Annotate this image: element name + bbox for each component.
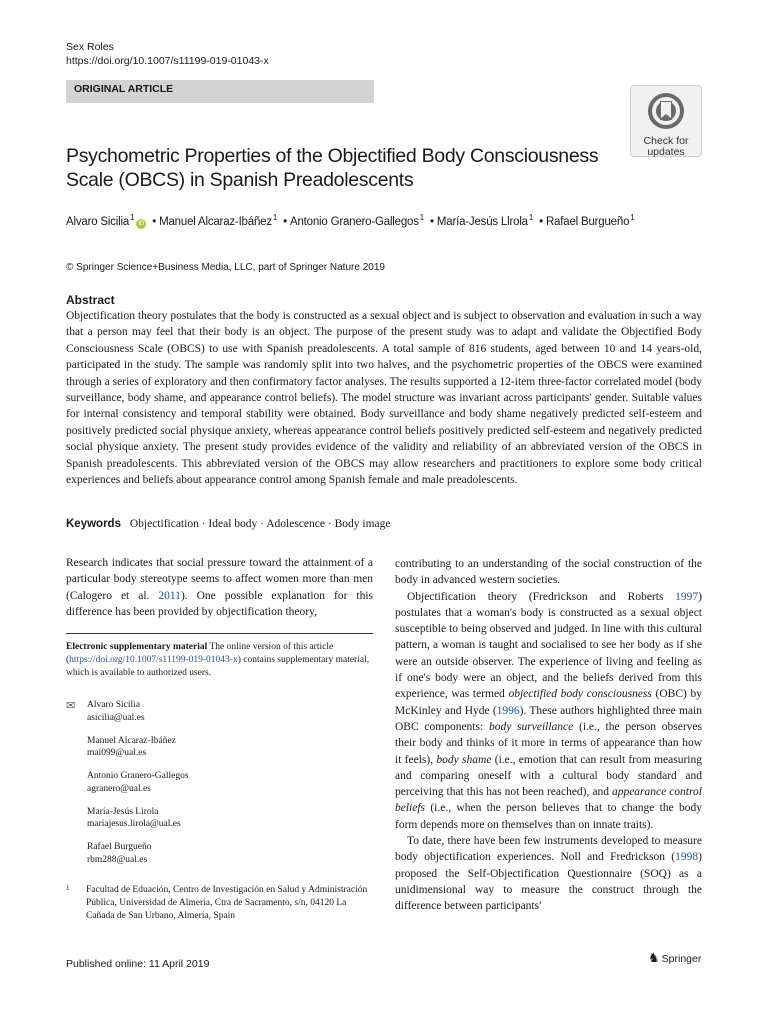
affiliation-text: Facultad de Eduación, Centro de Investigación en Salud y Administración Pública, Universidad de Almería, Ctra de Sacramento, s/n, 04120 La Cañada de San Urbano, Almería, Spain: [86, 885, 368, 921]
affiliation-number: 1: [66, 884, 70, 892]
body-paragraph: [395, 589, 702, 833]
citation-link[interactable]: 2011: [158, 589, 181, 602]
contact-name: Alvaro Sicilia: [87, 700, 141, 710]
esm-link[interactable]: https://doi.org/10.1007/s11199-019-01043-x: [69, 655, 238, 665]
copyright-icon: ©: [66, 262, 74, 273]
citation-link[interactable]: 1996: [496, 704, 520, 717]
body-text: (i.e., emotion that can result from measuring and comparing oneself with a cultural body standard and perceiving that this has not been reached), and: [395, 753, 702, 799]
body-text: ) postulates that a woman's body is constructed as a sexual object susceptible to being observed and judged. In line with this cultural pattern, a woman is taught and socialised to see her body as if she were an outside observer. The experience of living and feeling as if one's body were an object, and the beliefs derived from this experience, was termed: [395, 590, 702, 701]
body-text: ). These authors highlighted three main OBC components:: [395, 704, 702, 733]
supplementary-material-note: [66, 641, 373, 680]
author-list: [66, 210, 716, 230]
body-paragraph: contributing to an understanding of the social construction of the body in advanced western societies.: [395, 558, 702, 587]
author-name[interactable]: Rafael Burgueño: [545, 215, 630, 228]
author-name[interactable]: María-Jesús Llrola: [436, 215, 528, 228]
body-text: Objectification theory (Fredrickson and Roberts: [407, 590, 676, 603]
journal-name: Sex Roles: [66, 41, 114, 53]
author-separator: •: [152, 215, 157, 228]
contact-list: [66, 699, 366, 877]
keyword: Objectification: [129, 518, 199, 530]
article-type-banner: ORIGINAL ARTICLE: [66, 80, 374, 103]
contact-name: Rafael Burgueño: [87, 842, 152, 852]
author-separator: •: [430, 215, 434, 228]
check-updates-line2: updates: [647, 146, 685, 158]
citation-link[interactable]: 1997: [675, 590, 699, 603]
author-name[interactable]: Alvaro Sicilia: [66, 215, 130, 228]
keywords-label: Keywords: [66, 518, 121, 530]
contact-email[interactable]: rbm288@ual.es: [87, 854, 148, 865]
orcid-icon[interactable]: iD: [136, 219, 146, 229]
contact-entry: [66, 806, 366, 831]
affiliation-marker: 1: [130, 213, 135, 222]
contact-entry: [66, 841, 366, 866]
body-paragraph: [66, 555, 373, 620]
published-date: Published online: 11 April 2019: [66, 958, 210, 970]
publisher-name: Springer: [661, 953, 702, 965]
esm-text: ) contains supplementary material, which is available to authorized users.: [66, 655, 370, 678]
affiliation-marker: 1: [630, 213, 635, 222]
check-updates-line1: Check for: [643, 135, 689, 147]
body-text: ). One possible explanation for this difference has been provided by objectification theory,: [66, 589, 373, 618]
body-text: Research indicates that social pressure toward the attainment of a particular body stereotype seems to affect women more than men (Calogero et al.: [66, 557, 373, 602]
body-text: (i.e., the person observes their body and thinks of it more in terms of appearance than how it feels),: [395, 720, 703, 766]
contact-name: Antonio Granero-Gallegos: [87, 771, 189, 781]
contact-email[interactable]: mai099@ual.es: [87, 748, 147, 758]
author-name[interactable]: Manuel Alcaraz-Ibáñez: [159, 215, 272, 228]
contact-email[interactable]: agranero@ual.es: [87, 783, 151, 794]
author-separator: •: [283, 215, 287, 228]
keyword: Adolescence: [266, 518, 325, 530]
keywords-line: Keywords Objectification · Ideal body · Adolescence · Body image: [66, 518, 391, 530]
abstract-heading: Abstract: [66, 293, 115, 307]
journal-header: [66, 40, 269, 68]
affiliation-marker: 1: [272, 213, 278, 222]
abstract-text: Objectification theory postulates that the body is constructed as a sexual object and is subject to observation and evaluation in such a way that a person may feel that their body is an object. The purpose of the present study was to adapt and validate the Objectified Body Consciousness Scale (OBCS) to use with Spanish preadolescents. A total sample of 816 students, aged between 10 and 14 years-old, participated in the study. The sample was randomly split into two halves, and the psychometric properties of the OBCS were examined through a series of exploratory and then confirmatory factor analyses. The results supported a 12-item three-factor correlated model (body surveillance, body shame, and appearance control beliefs). The model structure was invariant across participants' gender. Suitable values for internal consistency and temporal stability were obtained. Body surveillance and body shame negatively predicted self-esteem and positively predicted social physique anxiety, whereas appearance control beliefs positively predicted self-esteem and negatively predicted social physique anxiety. The present study provides evidence of the validity and reliability of an abbreviated version of the OBCS in Spanish preadolescents. This abbreviated version of the OBCS may allow researchers and practitioners to explore some body critical experiences and beliefs about appearance control among Spanish female and male preadolescents.: [66, 310, 702, 487]
body-text: (i.e., when the person believes that to change the body form depends more on themselves than on innate traits).: [395, 802, 702, 831]
article-title: Psychometric Properties of the Objectified Body Consciousness Scale (OBCS) in Spanish Preadolescents: [66, 145, 599, 191]
right-column: [395, 556, 702, 915]
body-paragraph: [395, 833, 702, 914]
body-text: To date, there have been few instruments developed to measure body objectification experiences. Noll and Fredrickson (: [395, 835, 702, 864]
affiliation-marker: 1: [419, 213, 425, 222]
body-text: (OBC) by McKinley and Hyde (: [395, 688, 703, 717]
footnote-divider: [66, 633, 373, 634]
contact-entry: [66, 699, 366, 724]
esm-label: Electronic supplementary material: [66, 642, 208, 652]
article-doi[interactable]: https://doi.org/10.1007/s11199-019-01043-x: [66, 55, 269, 67]
springer-logo: [648, 950, 701, 966]
body-text: ) proposed the Self-Objectification Questionnaire (SOQ) as a unidimensional way to measure the construct through the difference between participants': [395, 851, 702, 913]
keyword: Body image: [334, 518, 391, 530]
author-name[interactable]: Antonio Granero-Gallegos: [289, 215, 419, 228]
affiliation-marker: 1: [528, 213, 534, 222]
bookmark-refresh-icon: [646, 91, 686, 131]
citation-link[interactable]: 1998: [675, 851, 699, 864]
affiliation-note: [66, 884, 373, 923]
copyright-line: [66, 262, 385, 273]
contact-entry: [66, 735, 366, 760]
keyword: Ideal body: [208, 518, 258, 530]
term: body shame: [436, 753, 492, 766]
contact-name: María-Jesús Lirola: [87, 806, 159, 817]
contact-name: Manuel Alcaraz-Ibáñez: [87, 735, 176, 746]
contact-email[interactable]: mariajesus.lirola@ual.es: [87, 819, 181, 829]
contact-email[interactable]: asicilia@ual.es: [87, 712, 145, 723]
contact-entry: [66, 770, 366, 795]
copyright-text: Springer Science+Business Media, LLC, part of Springer Nature 2019: [76, 262, 385, 273]
term: body surveillance: [488, 720, 574, 733]
springer-horse-icon: ♞: [648, 950, 660, 965]
envelope-icon: ✉: [66, 700, 76, 712]
term: appearance control beliefs: [395, 786, 702, 815]
author-separator: •: [539, 215, 543, 228]
check-for-updates-button[interactable]: [630, 85, 702, 157]
term: objectified body consciousness: [508, 688, 652, 701]
esm-text: The online version of this article (: [66, 642, 334, 665]
